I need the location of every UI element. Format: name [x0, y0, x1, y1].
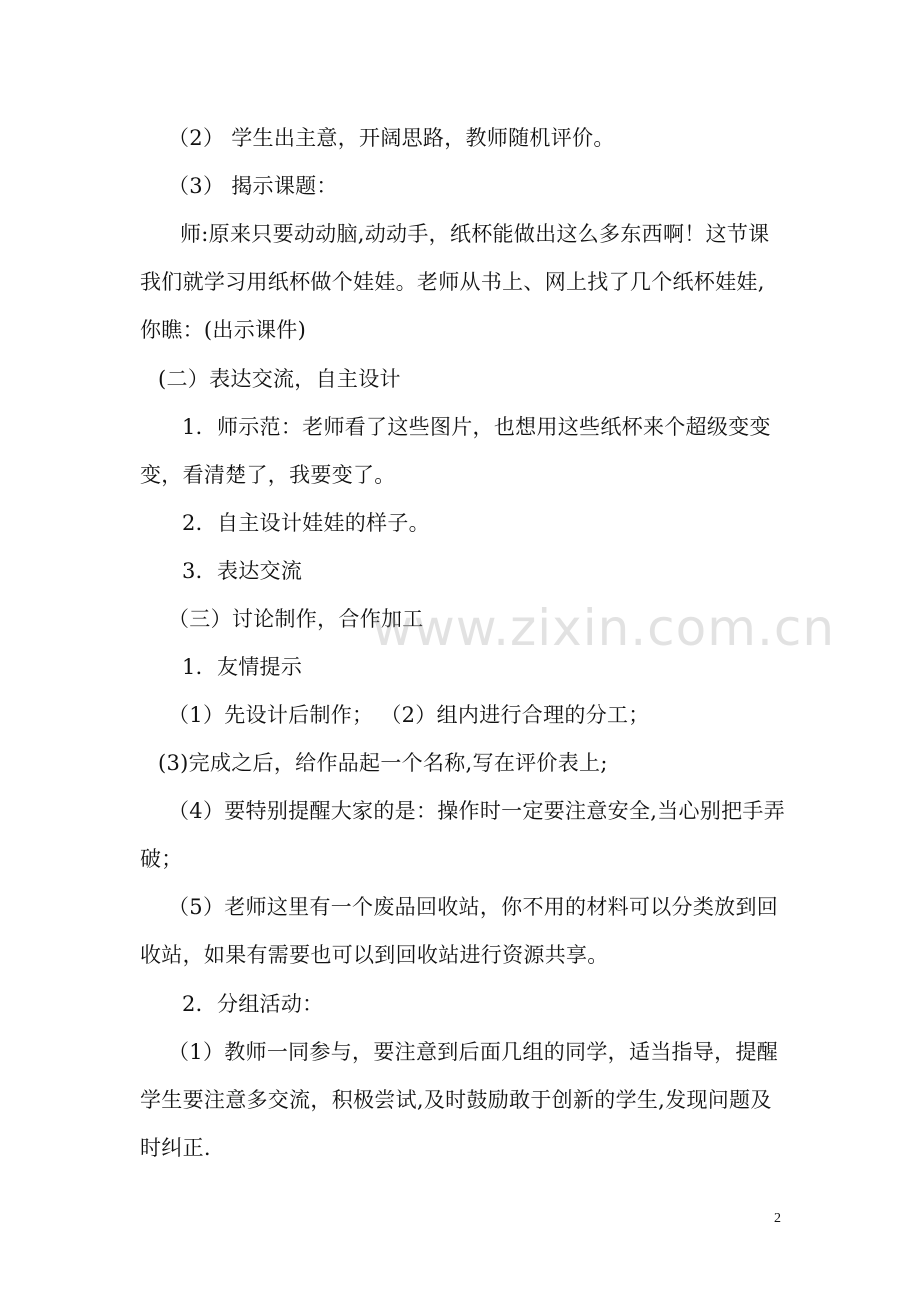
- section-heading: (二）表达交流，自主设计: [158, 367, 401, 391]
- text-line: （3） 揭示课题：: [168, 174, 338, 198]
- text-line: 收站，如果有需要也可以到回收站进行资源共享。: [140, 943, 609, 967]
- text-line: 学生要注意多交流，积极尝试,及时鼓励敢于创新的学生,发现问题及: [140, 1088, 772, 1112]
- text-line: (3)完成之后，给作品起一个名称,写在评价表上;: [158, 751, 608, 775]
- text-line: 变，看清楚了，我要变了。: [140, 463, 396, 487]
- text-line: 1．师示范：老师看了这些图片，也想用这些纸杯来个超级变变: [182, 415, 771, 439]
- text-line: 我们就学习用纸杯做个娃娃。老师从书上、网上找了几个纸杯娃娃,: [140, 270, 765, 294]
- text-line: （1）教师一同参与，要注意到后面几组的同学，适当指导，提醒: [168, 1040, 779, 1064]
- text-line: 时纠正.: [140, 1136, 211, 1160]
- text-line: 师:原来只要动动脑,动动手，纸杯能做出这么多东西啊！这节课: [180, 222, 770, 246]
- text-line: 破；: [140, 847, 183, 871]
- section-heading: （三）讨论制作，合作加工: [168, 607, 424, 631]
- text-line: （2） 学生出主意，开阔思路，教师随机评价。: [168, 126, 615, 150]
- text-line: （4）要特别提醒大家的是：操作时一定要注意安全,当心别把手弄: [168, 799, 786, 823]
- text-line: （5）老师这里有一个废品回收站，你不用的材料可以分类放到回: [168, 895, 779, 919]
- text-line: 1．友情提示: [182, 655, 303, 679]
- page-number: 2: [774, 1211, 781, 1226]
- watermark: www.zixin.com.cn: [372, 599, 836, 657]
- text-line: （1）先设计后制作； （2）组内进行合理的分工；: [168, 703, 650, 727]
- text-line: 2．分组活动：: [182, 992, 324, 1016]
- text-line: 3．表达交流: [182, 559, 303, 583]
- text-line: 你瞧：(出示课件): [140, 318, 307, 342]
- text-line: 2．自主设计娃娃的样子。: [182, 511, 430, 535]
